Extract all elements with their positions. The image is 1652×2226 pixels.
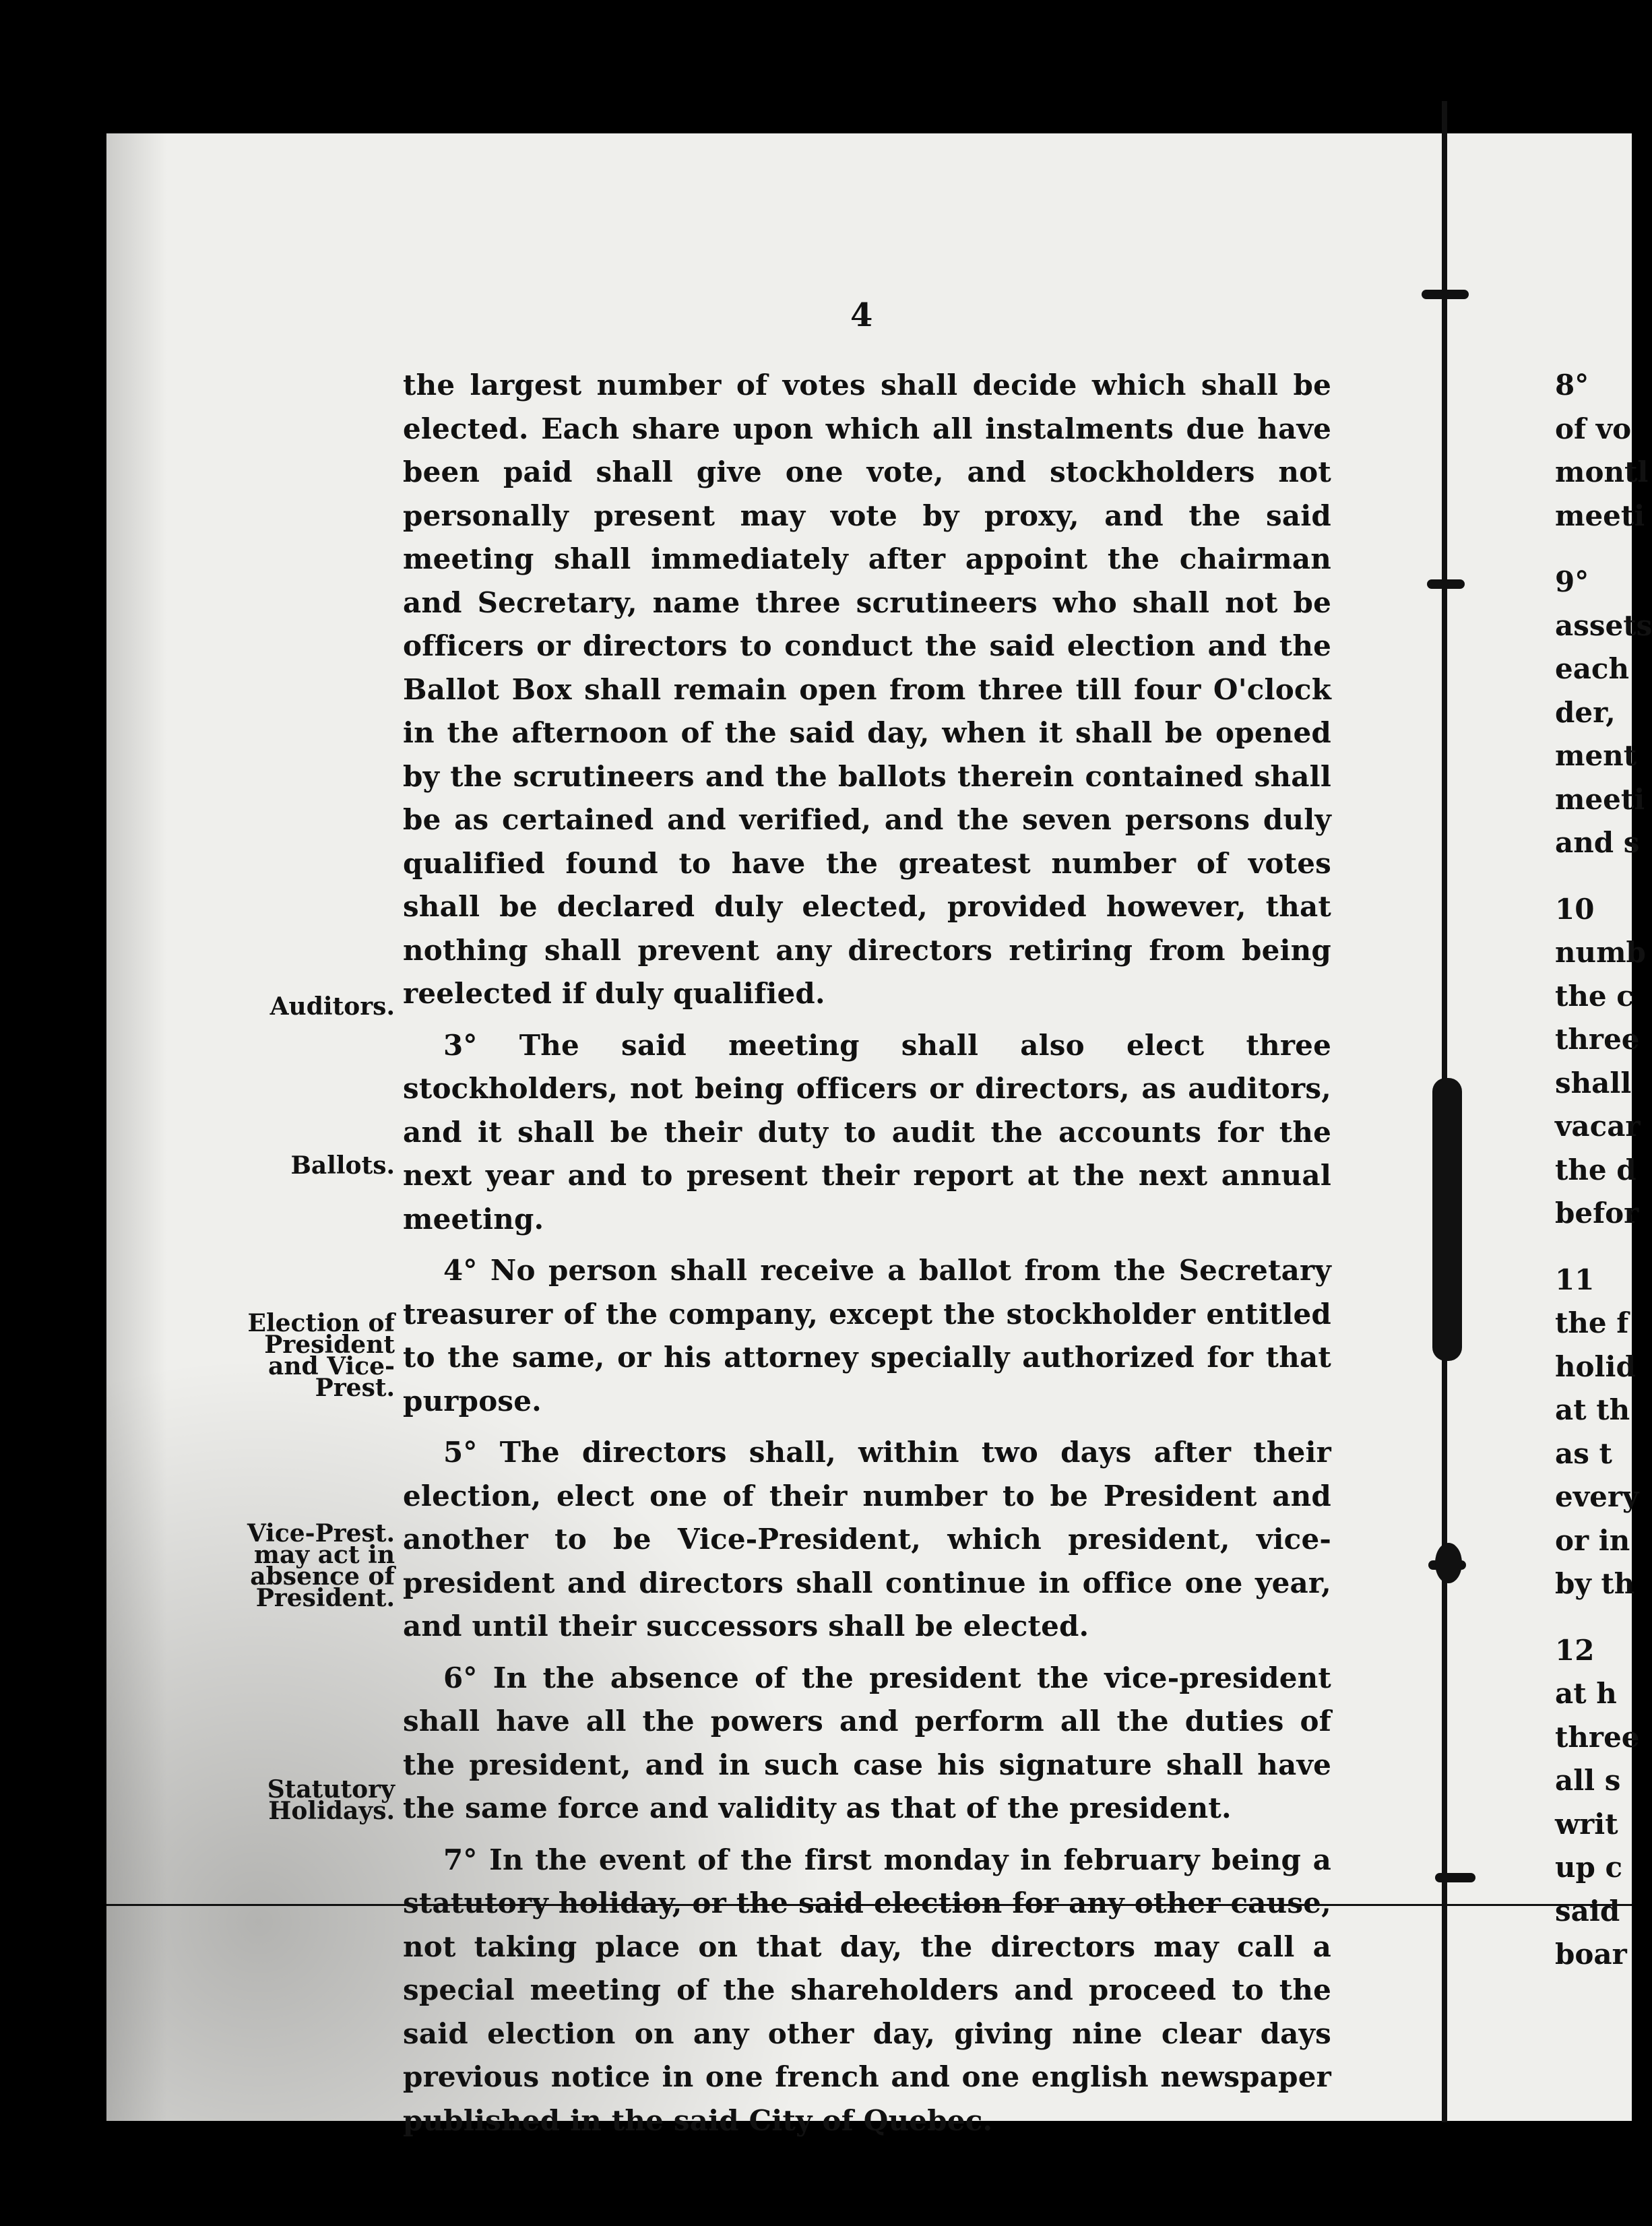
fragment-line: as t <box>1555 1436 1612 1470</box>
fragment-line: numb <box>1555 936 1646 969</box>
fragment-line: 8° <box>1555 369 1589 402</box>
fragment-line: at h <box>1555 1677 1617 1710</box>
fragment-line: assets <box>1555 608 1652 642</box>
fragment-line: said <box>1555 1894 1620 1928</box>
page-number: 4 <box>850 296 873 334</box>
fragment-line: befor <box>1555 1197 1639 1230</box>
ink-blot <box>1435 1543 1462 1583</box>
fragment-line: or in <box>1555 1523 1630 1557</box>
fragment-line: the f <box>1555 1306 1629 1339</box>
fragment-line: holid <box>1555 1349 1636 1383</box>
fragment-line: at th <box>1555 1393 1630 1426</box>
fragment-line: each <box>1555 652 1630 685</box>
fragment-line: meeti <box>1555 499 1645 532</box>
fragment-line: the c <box>1555 979 1634 1013</box>
paragraph-vice-president: 6° In the absence of the president the vice-president shall have all the powers and perform all the duties of the president, and in such case his signature shall have the same force and validity as that of the president. <box>403 1661 1331 1824</box>
fold-mark <box>1422 290 1469 299</box>
fragment-line: der, <box>1555 695 1616 729</box>
fragment-line: 10 <box>1555 892 1595 926</box>
margin-note-ballots: Ballots. <box>290 1151 395 1180</box>
paragraph-ballots: 4° No person shall receive a ballot from the Secretary treasurer of the company, except the stockholder entitled to the same, or his attorney specially authorized for that purpose. <box>403 1254 1331 1418</box>
fragment-line: vacar <box>1555 1110 1641 1143</box>
fragment-line: all s <box>1555 1764 1621 1797</box>
fold-mark <box>1435 1873 1475 1882</box>
paragraph-president-election: 5° The directors shall, within two days after their election, elect one of their number to be President and another to be Vice-President, which president, vice-president and directors shall continue in office one year, and until their successors shall be elected. <box>403 1436 1331 1643</box>
main-text-column <box>403 364 1331 2151</box>
fragment-line: boar <box>1555 1938 1627 1971</box>
margin-note-statutory-holidays: Statutory Holidays. <box>267 1775 395 1825</box>
fold-mark <box>1427 579 1465 589</box>
fragment-line: 9° <box>1555 565 1589 598</box>
paragraph-auditors: 3° The said meeting shall also elect three stockholders, not being officers or directors, as auditors, and it shall be their duty to audit the accounts for the next year and to present their report at the next annual meeting. <box>403 1028 1331 1236</box>
fragment-line: up c <box>1555 1851 1623 1884</box>
fragment-line: 11 <box>1555 1263 1595 1296</box>
fragment-line: three <box>1555 1023 1640 1056</box>
margin-note-auditors: Auditors. <box>269 992 395 1021</box>
paragraph-election-procedure: the largest number of votes shall decide which shall be elected. Each share upon which all instalments due have been paid shall give one vote, and stockholders not personally present may vote by proxy, and the said meeting shall immediately after appoint the chairman and Secretary, name three scrutineers who shall not be officers or directors to conduct the said election and the Ballot Box shall remain open from three till four O'clock in the afternoon of the said day, when it shall be opened by the scrutineers and the ballots therein contained shall be as certained and verified, and the seven persons duly qualified found to have the greatest number of votes shall be declared duly elected, provided however, that nothing shall prevent any directors retiring from being reelected if duly qualified. <box>403 369 1331 1010</box>
adjacent-page-fragments <box>1555 364 1652 1977</box>
fragment-line: the d <box>1555 1153 1637 1186</box>
paragraph-statutory-holidays: 7° In the event of the first monday in february being a statutory holiday, or the said election for any other cause, not taking place on that day, the directors may call a special meeting of the shareholders and proceed to the said election on any other day, giving nine clear days previous notice in one french and one english newspaper published in the said City of Quebec. <box>403 1843 1331 2137</box>
fragment-line: three <box>1555 1720 1640 1754</box>
fragment-line: shall <box>1555 1066 1632 1100</box>
fragment-line: of vo <box>1555 412 1632 445</box>
margin-note-election-of-president: Election of President and Vice-Prest. <box>247 1309 395 1402</box>
ink-blot <box>1432 1078 1462 1361</box>
margin-note-vice-prest-may-act: Vice-Prest. may act in absence of President. <box>247 1519 395 1612</box>
fragment-line: meeti <box>1555 782 1645 816</box>
fragment-line: by th <box>1555 1567 1635 1600</box>
fragment-line: every <box>1555 1480 1639 1513</box>
fragment-line: 12 <box>1555 1633 1595 1667</box>
fragment-line: ment <box>1555 739 1637 772</box>
fragment-line: montl <box>1555 455 1649 488</box>
fragment-line: and s <box>1555 826 1640 859</box>
fragment-line: writ <box>1555 1807 1618 1841</box>
